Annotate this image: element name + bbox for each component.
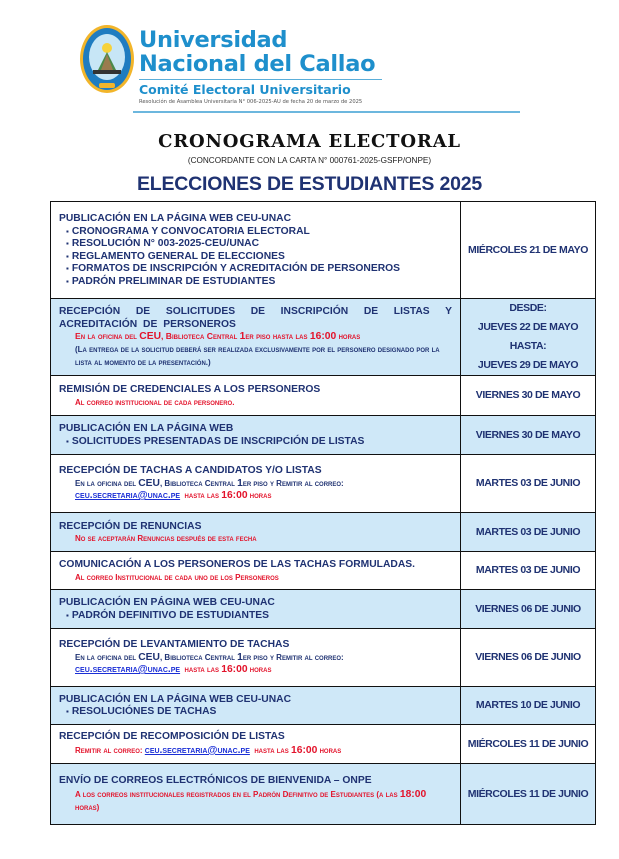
note-text: , Biblioteca Central bbox=[161, 331, 240, 342]
note-text: , Biblioteca Central bbox=[159, 478, 238, 488]
university-name-line1: Universidad bbox=[139, 27, 288, 53]
date-from-label: DESDE: bbox=[509, 302, 547, 314]
activity-cell bbox=[51, 299, 461, 376]
schedule-row bbox=[51, 590, 596, 629]
resolution-text: Resolución de Asamblea Universitaria N° 006-2025-AU de fecha 20 de marzo de 2025 bbox=[139, 99, 363, 105]
note-text: CEU bbox=[138, 477, 160, 489]
deadline-text: hasta las bbox=[184, 665, 222, 674]
university-seal-icon bbox=[79, 24, 135, 94]
note-text: horas bbox=[336, 331, 361, 342]
date-cell: VIERNES 30 DE MAYO bbox=[461, 376, 596, 416]
activity-cell bbox=[51, 202, 461, 299]
deadline-text: hasta las bbox=[184, 491, 222, 500]
university-name-line2: Nacional del Callao bbox=[139, 51, 376, 77]
date-cell: MIÉRCOLES 11 DE JUNIO bbox=[461, 725, 596, 764]
deadline-time: 16:00 bbox=[291, 744, 318, 756]
date-cell: MARTES 10 DE JUNIO bbox=[461, 687, 596, 725]
note-text: er piso hasta las bbox=[245, 331, 310, 342]
schedule-row bbox=[51, 376, 596, 416]
note-text: horas) bbox=[75, 802, 100, 812]
activity-note: Al correo institucional de cada personero. bbox=[75, 397, 235, 407]
bullet-list bbox=[59, 226, 452, 289]
activity-title: PUBLICACIÓN EN LA PÁGINA WEB bbox=[59, 423, 234, 434]
deadline-time: 16:00 bbox=[221, 664, 248, 675]
deadline-time: 16:00 bbox=[309, 331, 337, 343]
schedule-row bbox=[51, 764, 596, 825]
note-text: CEU bbox=[139, 331, 162, 343]
bullet-item: ▪ PADRÓN DEFINITIVO DE ESTUDIANTES bbox=[66, 610, 452, 623]
document-subtitle: (CONCORDANTE CON LA CARTA N° 000761-2025-GSFP/ONPE) bbox=[187, 156, 432, 165]
activity-cell bbox=[51, 376, 461, 416]
bullet-item: ▪ PADRÓN PRELIMINAR DE ESTUDIANTES bbox=[66, 276, 452, 289]
note-time: 18:00 bbox=[399, 788, 427, 800]
note-text: er piso y Remitir al correo: bbox=[242, 652, 344, 662]
note-text: A los correos institucionales registrados en el Padrón Definitivo de Estudiantes (a las bbox=[75, 789, 400, 799]
bullet-item: ▪ SOLICITUDES PRESENTADAS DE INSCRIPCIÓN DE LISTAS bbox=[66, 436, 452, 449]
deadline-text: hasta las bbox=[254, 745, 291, 755]
activity-cell bbox=[51, 416, 461, 455]
activity-title: RECEPCIÓN DE RENUNCIAS bbox=[59, 520, 202, 532]
schedule-row bbox=[51, 513, 596, 552]
schedule-row bbox=[51, 299, 596, 376]
brand-divider bbox=[139, 79, 382, 80]
deadline-text: horas bbox=[317, 745, 342, 755]
activity-cell bbox=[51, 590, 461, 629]
note-text: Remitir al correo: bbox=[75, 745, 145, 755]
activity-note bbox=[59, 478, 452, 490]
schedule-table bbox=[50, 201, 596, 825]
date-cell: MARTES 03 DE JUNIO bbox=[461, 455, 596, 513]
note-text: CEU bbox=[138, 651, 160, 663]
note-text: er piso y Remitir al correo: bbox=[242, 478, 344, 488]
activity-title: RECEPCIÓN DE SOLICITUDES DE INSCRIPCIÓN DE LISTAS Y ACREDITACIÓN DE PERSONEROS bbox=[59, 306, 452, 330]
date-cell: VIERNES 06 DE JUNIO bbox=[461, 629, 596, 687]
activity-note: Al correo Institucional de cada uno de los Personeros bbox=[75, 572, 279, 582]
date-cell: VIERNES 30 DE MAYO bbox=[461, 416, 596, 455]
schedule-row bbox=[51, 455, 596, 513]
deadline-time: 16:00 bbox=[221, 490, 248, 501]
bullet-list bbox=[59, 610, 452, 623]
schedule-row bbox=[51, 725, 596, 764]
activity-title: PUBLICACIÓN EN LA PÁGINA WEB CEU-UNAC bbox=[59, 213, 292, 224]
note-text: 1 bbox=[239, 331, 246, 343]
deadline-line bbox=[59, 744, 452, 758]
activity-title: REMISIÓN DE CREDENCIALES A LOS PERSONEROS bbox=[59, 384, 321, 395]
activity-title: PUBLICACIÓN EN PÁGINA WEB CEU-UNAC bbox=[59, 597, 275, 608]
email-link[interactable]: ceu.secretaria@unac.pe bbox=[75, 664, 181, 675]
date-cell: MARTES 03 DE JUNIO bbox=[461, 552, 596, 590]
deadline-text: horas bbox=[247, 491, 272, 500]
activity-note: No se aceptarán Renuncias después de esta fecha bbox=[75, 534, 257, 543]
document-title: CRONOGRAMA ELECTORAL bbox=[158, 131, 461, 152]
activity-note-secondary: (La entrega de la solicitud deberá ser realizada exclusivamente por el personero designado por la lista al momento de la presentación.) bbox=[75, 344, 440, 367]
date-cell: MARTES 03 DE JUNIO bbox=[461, 513, 596, 552]
date-from: JUEVES 22 DE MAYO bbox=[477, 321, 579, 333]
activity-note bbox=[59, 331, 452, 343]
note-text: 1 bbox=[237, 477, 243, 489]
activity-cell bbox=[51, 513, 461, 552]
date-cell: VIERNES 06 DE JUNIO bbox=[461, 590, 596, 629]
bullet-item: ▪ FORMATOS DE INSCRIPCIÓN Y ACREDITACIÓN DE PERSONEROS bbox=[66, 263, 452, 276]
university-name bbox=[139, 28, 375, 76]
committee-name: Comité Electoral Universitario bbox=[139, 82, 351, 97]
email-link[interactable]: ceu.secretaria@unac.pe bbox=[144, 744, 250, 756]
activity-title: RECEPCIÓN DE RECOMPOSICIÓN DE LISTAS bbox=[59, 731, 285, 743]
activity-title: ENVÍO DE CORREOS ELECTRÓNICOS DE BIENVENIDA – ONPE bbox=[59, 775, 372, 787]
date-to: JUEVES 29 DE MAYO bbox=[477, 359, 579, 371]
deadline-text: horas bbox=[247, 665, 272, 674]
bullet-item: ▪ CRONOGRAMA Y CONVOCATORIA ELECTORAL bbox=[66, 226, 452, 239]
header-divider bbox=[133, 111, 520, 113]
schedule-row bbox=[51, 552, 596, 590]
date-cell bbox=[461, 299, 596, 376]
activity-title: PUBLICACIÓN EN LA PÁGINA WEB CEU-UNAC bbox=[59, 693, 292, 705]
activity-title: RECEPCIÓN DE TACHAS A CANDIDATOS Y/O LISTAS bbox=[59, 465, 322, 476]
date-cell: MIÉRCOLES 11 DE JUNIO bbox=[461, 764, 596, 825]
email-link[interactable]: ceu.secretaria@unac.pe bbox=[75, 490, 181, 501]
note-text: 1 bbox=[237, 651, 243, 663]
activity-cell bbox=[51, 455, 461, 513]
bullet-item: ▪ RESOLUCIÓN N° 003-2025-CEU/UNAC bbox=[66, 238, 452, 251]
deadline-line bbox=[59, 489, 452, 503]
note-text: En la oficina del bbox=[75, 478, 139, 488]
activity-cell bbox=[51, 629, 461, 687]
schedule-row bbox=[51, 687, 596, 725]
date-to-label: HASTA: bbox=[509, 340, 547, 352]
bullet-item: ▪ RESOLUCIÓNES DE TACHAS bbox=[66, 706, 452, 719]
activity-cell bbox=[51, 725, 461, 764]
schedule-row bbox=[51, 629, 596, 687]
activity-title: RECEPCIÓN DE LEVANTAMIENTO DE TACHAS bbox=[59, 639, 290, 650]
schedule-row bbox=[51, 202, 596, 299]
date-cell: MIÉRCOLES 21 DE MAYO bbox=[461, 202, 596, 299]
activity-title: COMUNICACIÓN A LOS PERSONEROS DE LAS TACHAS FORMULADAS. bbox=[59, 559, 416, 570]
deadline-line bbox=[59, 663, 452, 677]
activity-note bbox=[59, 652, 452, 664]
note-text: En la oficina del bbox=[75, 331, 140, 342]
note-text: , Biblioteca Central bbox=[159, 652, 238, 662]
note-text: En la oficina del bbox=[75, 652, 139, 662]
activity-cell bbox=[51, 687, 461, 725]
activity-cell bbox=[51, 764, 461, 825]
activity-cell bbox=[51, 552, 461, 590]
document-heading: ELECCIONES DE ESTUDIANTES 2025 bbox=[136, 173, 483, 195]
bullet-list bbox=[59, 436, 452, 449]
schedule-row bbox=[51, 416, 596, 455]
bullet-list bbox=[59, 706, 452, 719]
bullet-item: ▪ REGLAMENTO GENERAL DE ELECCIONES bbox=[66, 251, 452, 264]
activity-note bbox=[59, 788, 452, 814]
